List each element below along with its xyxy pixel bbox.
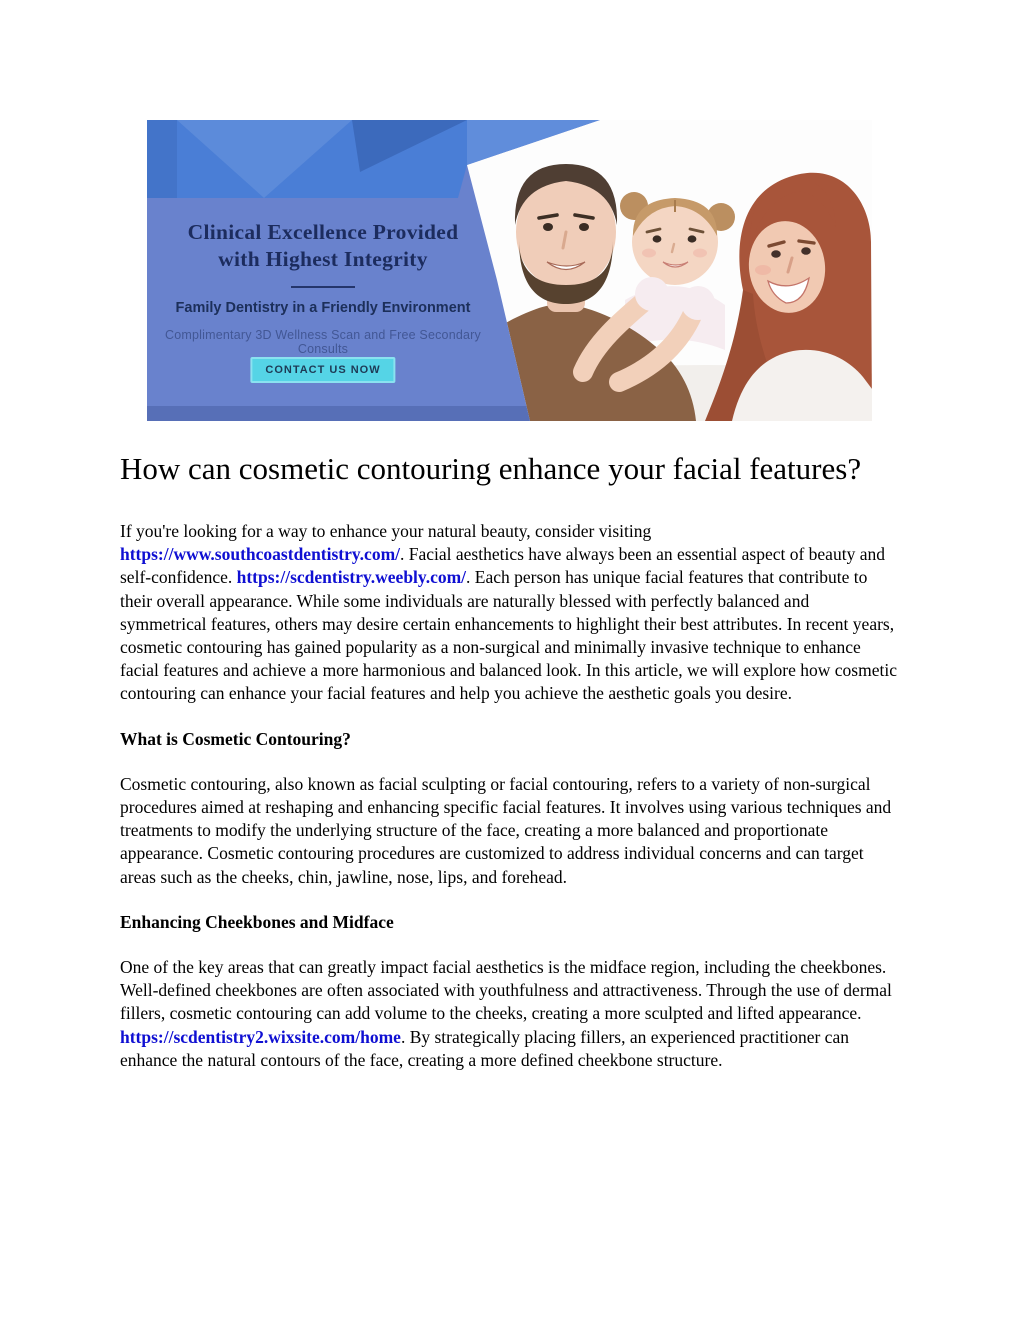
contact-us-button[interactable]: CONTACT US NOW (250, 357, 395, 383)
section-paragraph-what-is: Cosmetic contouring, also known as facial sculpting or facial contouring, refers to a variety of non-surgical procedures aimed at reshaping and enhancing specific facial features. It involves using various techniques and treatments to modify the underlying structure of the face, creating a more balanced and proportionate appearance. Cosmetic contouring procedures are customized to address individual concerns and can target areas such as the cheeks, chin, jawline, nose, lips, and forehead. (120, 773, 892, 887)
intro-paragraph (120, 520, 897, 706)
banner-tagline: Complimentary 3D Wellness Scan and Free Secondary Consults (165, 328, 481, 356)
section-paragraph-cheekbones (120, 956, 897, 1072)
section-heading-what-is-cosmetic-contouring: What is Cosmetic Contouring? (120, 728, 351, 749)
intro-text-3: . Each person has unique facial features that contribute to their overall appearance. While some individuals are naturally blessed with perfectly balanced and symmetrical features, others may desire certain enhancements to highlight their best attributes. In recent years, cosmetic contouring has gained popularity as a non-surgical and minimally invasive technique to enhance facial features and achieve a more harmonious and balanced look. In this article, we will explore how cosmetic contouring can enhance your facial features and help you achieve the aesthetic goals you desire. (120, 567, 897, 704)
article-body (120, 446, 897, 1094)
banner-headline-line2: with Highest Integrity (218, 247, 428, 271)
banner-copy (147, 120, 499, 421)
link-southcoastdentistry[interactable]: https://www.southcoastdentistry.com/ (120, 544, 401, 565)
page-title: How can cosmetic contouring enhance your facial features? (120, 451, 862, 486)
banner-subtitle: Family Dentistry in a Friendly Environment (175, 300, 471, 316)
intro-text-1: If you're looking for a way to enhance your natural beauty, consider visiting (120, 521, 652, 541)
hero-banner (147, 120, 872, 421)
section-heading-enhancing-cheekbones: Enhancing Cheekbones and Midface (120, 911, 394, 932)
link-scdentistry-weebly[interactable]: https://scdentistry.weebly.com/ (236, 567, 467, 588)
cheekbones-text-2: . By strategically placing fillers, an experienced practitioner can enhance the natural contours of the face, creating a more defined cheekbone structure. (120, 1026, 849, 1070)
divider-line (291, 286, 355, 288)
link-scdentistry2-wixsite[interactable]: https://scdentistry2.wixsite.com/home (120, 1026, 401, 1047)
cheekbones-text-1: One of the key areas that can greatly impact facial aesthetics is the midface region, including the cheekbones. Well-defined cheekbones are often associated with youthfulness and attractiveness. Through the use of dermal fillers, cosmetic contouring can add volume to the cheeks, creating a more sculpted and lifted appearance. (120, 957, 892, 1024)
banner-headline (157, 219, 489, 273)
banner-headline-line1: Clinical Excellence Provided (187, 220, 459, 244)
intro-text-2: . Facial aesthetics have always been an essential aspect of beauty and self-confidence. (120, 544, 885, 588)
